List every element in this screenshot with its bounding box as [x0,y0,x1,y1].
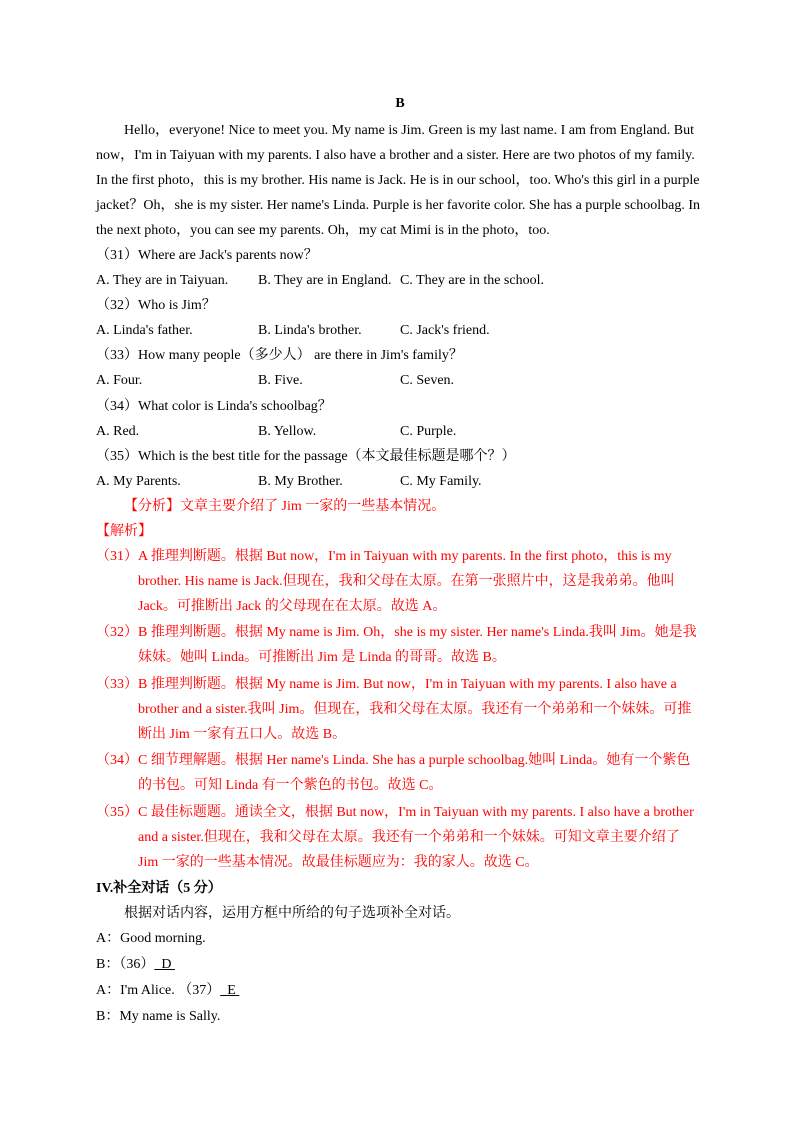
passage-line: In the first photo，this is my brother. His name is Jack. He is in our school，too. Who's this girl in a purple [96,173,700,188]
explanation-line: B 推理判断题。根据 My name is Jim. But now，I'm in Taiyuan with my parents. I also have a [138,677,677,692]
answer-blank [220,983,239,998]
explanation-line: C 细节理解题。根据 Her name's Linda. She has a purple schoolbag.她叫 Linda。她有一个紫色 [138,753,691,768]
option-b: B. My Brother. [258,474,343,489]
analysis: 【分析】文章主要介绍了 Jim 一家的一些基本情况。 [124,499,446,514]
passage-line: jacket？Oh，she is my sister. Her name's Linda. Purple is her favorite color. She has a purple schoolbag. In [96,198,700,213]
dialogue-text: My name is Sally. [119,1009,221,1024]
dialogue-text: （36） [119,957,155,972]
question-34: （34）What color is Linda's schoolbag？ [96,399,332,414]
explanation-number: （31） [96,549,138,564]
option-a: A. My Parents. [96,474,181,489]
option-b: B. Five. [258,373,303,388]
explanation-line: Jack。可推断出 Jack 的父母现在在太原。故选 A。 [138,599,447,614]
explanation-line: and a sister.但现在，我和父母在太原。我还有一个弟弟和一个妹妹。可知文章主要介绍了 [138,830,680,845]
question-35: （35）Which is the best title for the passage（本文最佳标题是哪个？） [96,449,516,464]
passage-line: Hello，everyone! Nice to meet you. My name is Jim. Green is my last name. I am from England. But [124,123,694,138]
dialogue-speaker: A： [96,931,121,946]
option-c: C. They are in the school. [400,273,544,288]
explanation-number: （34） [96,753,138,768]
answer-blank-value: E [227,983,236,998]
question-33: （33）How many people（多少人） are there in Jim's family？ [96,348,463,363]
option-b: B. Yellow. [258,424,317,439]
option-b: B. Linda's brother. [258,323,362,338]
explanation-number: （32） [96,625,138,640]
question-32: （32）Who is Jim？ [96,298,216,313]
passage-line: the next photo，you can see my parents. Oh，my cat Mimi is in the photo，too. [96,223,550,238]
explanation-line: brother. His name is Jack.但现在，我和父母在太原。在第一张照片中，这是我弟弟。他叫 [138,574,675,589]
option-c: C. Purple. [400,424,457,439]
passage-line: now，I'm in Taiyuan with my parents. I also have a brother and a sister. Here are two photos of my family. [96,148,695,163]
explanation-line: B 推理判断题。根据 My name is Jim. Oh，she is my sister. Her name's Linda.我叫 Jim。她是我 [138,625,697,640]
explanation-number: （35） [96,805,138,820]
section-4-title: IV.补全对话（5 分） [96,881,222,896]
question-31: （31）Where are Jack's parents now？ [96,248,318,263]
explanation-line: C 最佳标题题。通读全文，根据 But now，I'm in Taiyuan with my parents. I also have a brother [138,805,694,820]
explanation-line: Jim 一家的一些基本情况。故最佳标题应为：我的家人。故选 C。 [138,855,539,870]
option-a: A. Linda's father. [96,323,193,338]
dialogue-speaker: A： [96,983,121,998]
answer-blank-value: D [161,957,172,972]
explanation-line: A 推理判断题。根据 But now，I'm in Taiyuan with my parents. In the first photo，this is my [138,549,672,564]
option-c: C. Jack's friend. [400,323,490,338]
explanation-line: 妹妹。她叫 Linda。可推断出 Jim 是 Linda 的哥哥。故选 B。 [138,650,506,665]
answer-blank [154,957,175,972]
explanation-number: （33） [96,677,138,692]
option-c: C. My Family. [400,474,482,489]
section-4-instruction: 根据对话内容，运用方框中所给的句子选项补全对话。 [124,906,460,921]
explanation-line: brother and a sister.我叫 Jim。但现在，我和父母在太原。我还有一个弟弟和一个妹妹。可推 [138,702,692,717]
option-a: A. Four. [96,373,143,388]
explanation-line: 断出 Jim 一家有五口人。故选 B。 [138,727,347,742]
option-a: A. Red. [96,424,140,439]
dialogue-speaker: B： [96,1009,120,1024]
dialogue-line [96,929,206,949]
dialogue-text: I'm Alice. （37） [120,983,221,998]
dialogue-speaker: B： [96,957,120,972]
dialogue-line [96,1007,220,1027]
explanation-heading: 【解析】 [96,524,152,539]
dialogue-text: Good morning. [120,931,206,946]
dialogue-line [96,981,239,1001]
option-b: B. They are in England. [258,273,392,288]
explanation-line: 的书包。可知 Linda 有一个紫色的书包。故选 C。 [138,778,443,793]
passage [96,118,704,243]
option-a: A. They are in Taiyuan. [96,273,229,288]
section-title: B [395,96,405,111]
option-c: C. Seven. [400,373,455,388]
dialogue-line [96,955,175,975]
